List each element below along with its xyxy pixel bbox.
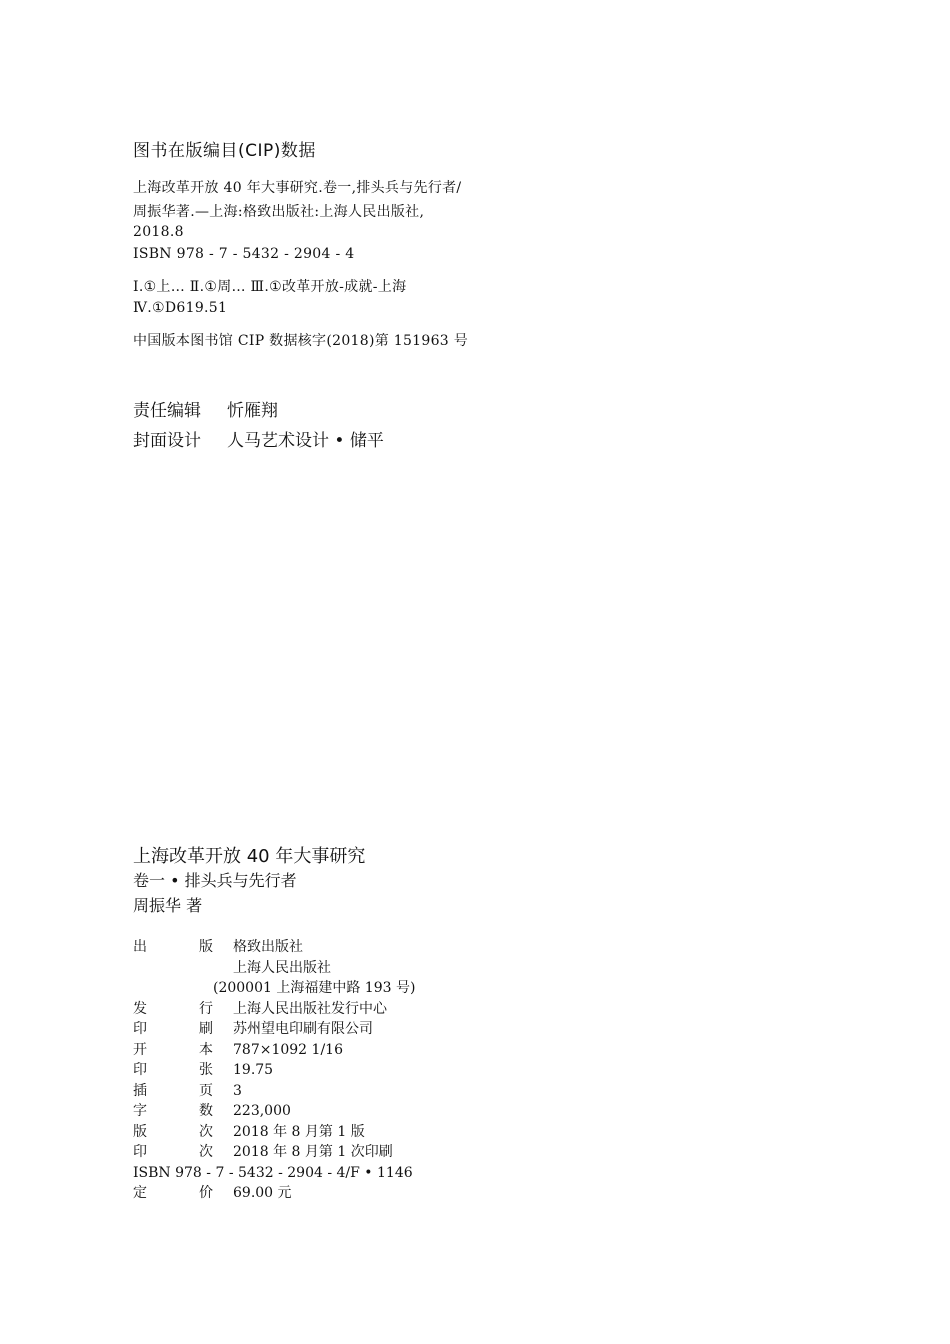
imprint-value: 787×1092 1/16 <box>233 1041 343 1058</box>
imprint-value: 3 <box>233 1082 242 1099</box>
imprint-row: 印 张 19.75 <box>133 1060 733 1081</box>
imprint-value: 苏州望电印刷有限公司 <box>233 1021 373 1037</box>
imprint-row-price: 定 价 69.00 元 <box>133 1183 733 1204</box>
imprint-row-publisher <box>133 937 733 958</box>
imprint-value: 2018 年 8 月第 1 次印刷 <box>233 1144 393 1160</box>
cip-line: Ⅰ.①上… Ⅱ.①周… Ⅲ.①改革开放-成就-上海 <box>133 279 407 295</box>
book-title: 上海改革开放 40 年大事研究 <box>133 846 366 867</box>
imprint-row: 印 刷 苏州望电印刷有限公司 <box>133 1019 733 1040</box>
publisher-address: (200001 上海福建中路 193 号) <box>213 980 416 996</box>
credit-role: 责任编辑 <box>133 401 201 421</box>
price-value: 69.00 元 <box>233 1185 292 1201</box>
imprint-row-address <box>133 978 733 999</box>
credit-cover-design <box>133 426 384 451</box>
imprint-row: 印 次 2018 年 8 月第 1 次印刷 <box>133 1142 733 1163</box>
imprint-block <box>133 937 733 1204</box>
cip-line: Ⅳ.①D619.51 <box>133 300 228 316</box>
cip-line: 周振华著.—上海:格致出版社:上海人民出版社, <box>133 204 425 220</box>
imprint-row: 发 行 上海人民出版社发行中心 <box>133 999 733 1020</box>
imprint-row: 开 本 787×1092 1/16 <box>133 1040 733 1061</box>
credit-name: 忻雁翔 <box>227 401 278 421</box>
book-author: 周振华 著 <box>133 896 203 915</box>
publisher-logo-text: 上海人民出版社 <box>233 959 331 976</box>
credit-editor <box>133 396 278 421</box>
cip-heading: 图书在版编目(CIP)数据 <box>133 141 316 161</box>
credit-name: 人马艺术设计 • 储平 <box>227 431 384 451</box>
imprint-value: 上海人民出版社发行中心 <box>233 1000 387 1017</box>
imprint-row-publisher-2 <box>133 958 733 979</box>
imprint-value: 2018 年 8 月第 1 版 <box>233 1123 365 1140</box>
book-subtitle: 卷一 • 排头兵与先行者 <box>133 871 297 890</box>
imprint-value: 223,000 <box>233 1103 291 1119</box>
cip-line: 2018.8 <box>133 224 184 240</box>
imprint-row: 插 页 3 <box>133 1081 733 1102</box>
cip-line: 上海改革开放 40 年大事研究.卷一,排头兵与先行者/ <box>133 180 462 196</box>
imprint-value: 19.75 <box>233 1062 274 1078</box>
cip-line: 中国版本图书馆 CIP 数据核字(2018)第 151963 号 <box>133 333 469 349</box>
imprint-row-isbn <box>133 1163 733 1184</box>
cip-line: ISBN 978 - 7 - 5432 - 2904 - 4 <box>133 246 355 262</box>
imprint-label: 出 版 <box>133 939 213 955</box>
publisher-name: 格致出版社 <box>233 939 303 955</box>
credit-role: 封面设计 <box>133 431 201 451</box>
isbn-full: ISBN 978 - 7 - 5432 - 2904 - 4/F • 1146 <box>133 1164 413 1181</box>
imprint-row: 版 次 2018 年 8 月第 1 版 <box>133 1122 733 1143</box>
imprint-row: 字 数 223,000 <box>133 1101 733 1122</box>
